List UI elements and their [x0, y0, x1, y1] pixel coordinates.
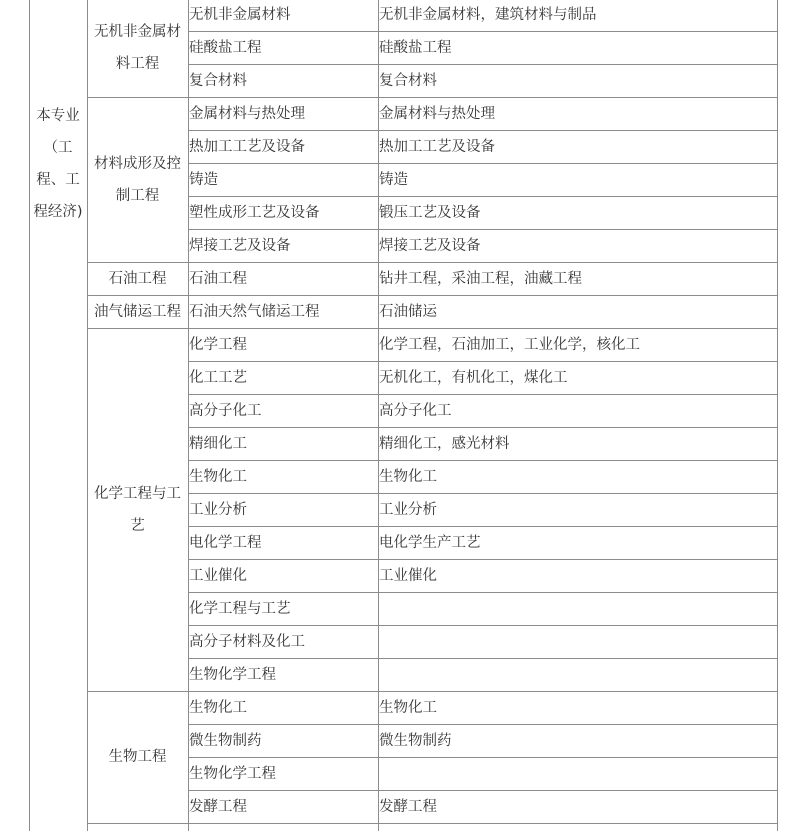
- major-cell: 铸造: [189, 171, 218, 188]
- major-cell: 生物化学工程: [189, 765, 276, 782]
- major-cell: 生物化学工程: [189, 666, 276, 683]
- major-cell: 化学工程: [189, 336, 247, 353]
- old-major-cell: 化学工程，石油加工，工业化学，核化工: [379, 336, 640, 353]
- major-cell: 塑性成形工艺及设备: [189, 204, 320, 221]
- major-cell: 硅酸盐工程: [189, 39, 262, 56]
- old-major-cell: 焊接工艺及设备: [379, 237, 481, 254]
- table-vertical-border: [777, 0, 778, 831]
- old-major-cell: 电化学生产工艺: [379, 534, 481, 551]
- major-cell: 发酵工程: [189, 798, 247, 815]
- major-cell: 精细化工: [189, 435, 247, 452]
- old-major-cell: 无机化工，有机化工，煤化工: [379, 369, 568, 386]
- old-major-cell: [378, 658, 777, 691]
- old-major-cell: 生物化工: [379, 699, 437, 716]
- group-name-cell: [87, 691, 188, 823]
- table-horizontal-border: [188, 823, 778, 824]
- old-major-cell: 无机非金属材料，建筑材料与制品: [379, 6, 597, 23]
- category-cell: [29, 0, 87, 328]
- major-cell: 石油天然气储运工程: [189, 303, 320, 320]
- major-cell: 金属材料与热处理: [189, 105, 305, 122]
- category-label: 本专业（工程、工程经济): [33, 108, 83, 220]
- table-vertical-border: [378, 0, 379, 831]
- old-major-cell: 钻井工程，采油工程，油藏工程: [379, 270, 582, 287]
- table-horizontal-border: [87, 823, 188, 824]
- old-major-cell: [378, 592, 777, 625]
- major-cell: 焊接工艺及设备: [189, 237, 291, 254]
- old-major-cell: 工业催化: [379, 567, 437, 584]
- old-major-cell: 生物化工: [379, 468, 437, 485]
- old-major-cell: 微生物制药: [379, 732, 452, 749]
- old-major-cell: 高分子化工: [379, 402, 452, 419]
- group-name: 生物工程: [108, 749, 167, 765]
- major-cell: 生物化工: [189, 468, 247, 485]
- old-major-cell: 精细化工，感光材料: [379, 435, 510, 452]
- old-major-cell: 硅酸盐工程: [379, 39, 452, 56]
- group-name: 油气储运工程: [94, 303, 181, 320]
- old-major-cell: 复合材料: [379, 72, 437, 89]
- old-major-cell: 石油储运: [379, 303, 437, 320]
- major-cell: 生物化工: [189, 699, 247, 716]
- major-cell: 无机非金属材料: [189, 6, 291, 23]
- major-cell: 高分子化工: [189, 402, 262, 419]
- major-cell: 复合材料: [189, 72, 247, 89]
- old-major-cell: 热加工工艺及设备: [379, 138, 495, 155]
- major-cell: 化学工程与工艺: [189, 600, 291, 617]
- major-cell: 微生物制药: [189, 732, 262, 749]
- major-cell: 热加工工艺及设备: [189, 138, 305, 155]
- group-name: 材料成形及控制工程: [94, 155, 181, 204]
- major-cell: 电化学工程: [189, 534, 262, 551]
- major-cell: 化工工艺: [189, 369, 247, 386]
- major-cell: 工业分析: [189, 501, 247, 518]
- table-vertical-border: [87, 0, 88, 831]
- group-name: 化学工程与工艺: [94, 485, 181, 534]
- table-vertical-border: [29, 0, 30, 831]
- major-cell: 石油工程: [189, 270, 247, 287]
- group-name: 石油工程: [108, 270, 167, 287]
- group-name-cell: [87, 0, 188, 97]
- old-major-cell: [378, 625, 777, 658]
- table-vertical-border: [188, 0, 189, 831]
- major-cell: 工业催化: [189, 567, 247, 584]
- group-name-cell: [87, 328, 188, 691]
- group-name-cell: [87, 262, 188, 295]
- old-major-cell: 铸造: [379, 171, 408, 188]
- group-name: 无机非金属材料工程: [94, 23, 181, 72]
- old-major-cell: 金属材料与热处理: [379, 105, 495, 122]
- group-name-cell: [87, 295, 188, 328]
- old-major-cell: [378, 757, 777, 790]
- group-name-cell: [87, 97, 188, 262]
- major-cell: 高分子材料及化工: [189, 633, 305, 650]
- old-major-cell: 锻压工艺及设备: [379, 204, 481, 221]
- old-major-cell: 发酵工程: [379, 798, 437, 815]
- old-major-cell: 工业分析: [379, 501, 437, 518]
